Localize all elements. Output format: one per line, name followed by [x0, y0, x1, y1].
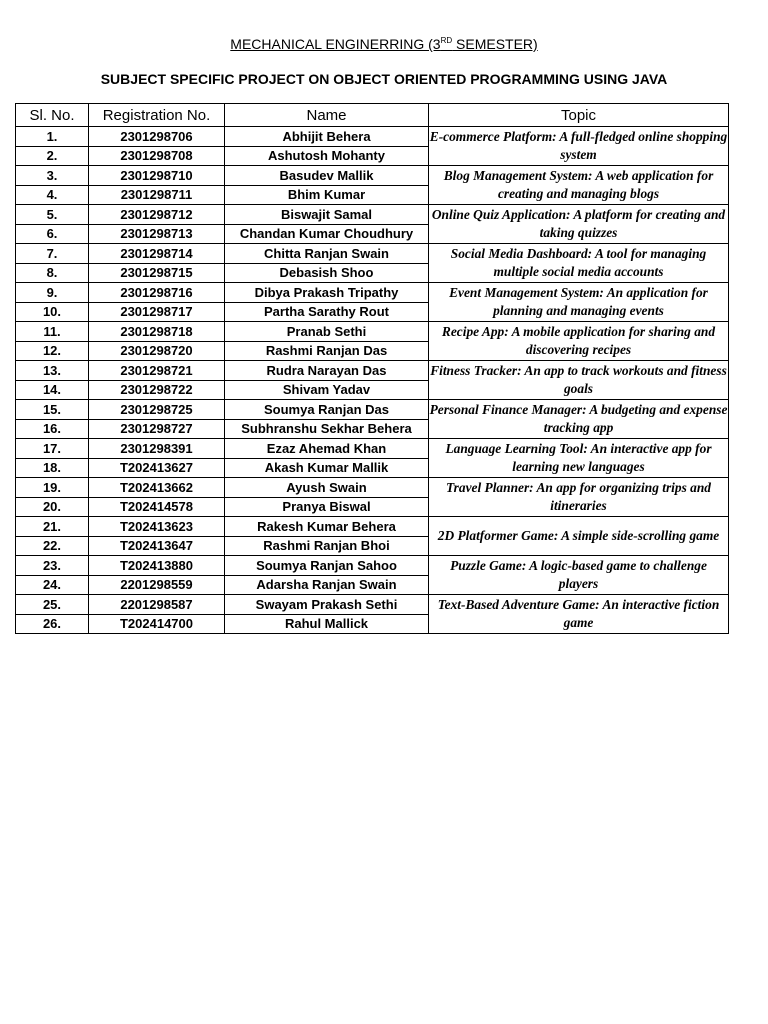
name-cell: Abhijit Behera: [225, 127, 429, 147]
registration-no-cell: T202413647: [89, 536, 225, 556]
registration-no-cell: 2301298391: [89, 439, 225, 459]
registration-no-cell: 2301298727: [89, 419, 225, 439]
registration-no-cell: T202413623: [89, 517, 225, 537]
sl-no-cell: 10.: [16, 302, 89, 322]
table-row: [16, 517, 729, 537]
table-row: [16, 595, 729, 615]
registration-no-cell: 2301298710: [89, 166, 225, 186]
name-cell: Soumya Ranjan Das: [225, 400, 429, 420]
registration-no-cell: 2301298711: [89, 185, 225, 205]
sl-no-cell: 1.: [16, 127, 89, 147]
name-cell: Rakesh Kumar Behera: [225, 517, 429, 537]
topic-cell: 2D Platformer Game: A simple side-scrolling game: [429, 517, 729, 556]
name-cell: Akash Kumar Mallik: [225, 458, 429, 478]
name-cell: Shivam Yadav: [225, 380, 429, 400]
sl-no-cell: 24.: [16, 575, 89, 595]
document-title: [0, 36, 768, 52]
registration-no-cell: T202414700: [89, 614, 225, 634]
topic-cell: Language Learning Tool: An interactive app for learning new languages: [429, 439, 729, 478]
registration-no-cell: 2301298714: [89, 244, 225, 264]
sl-no-cell: 14.: [16, 380, 89, 400]
registration-no-cell: 2301298706: [89, 127, 225, 147]
registration-no-cell: 2301298722: [89, 380, 225, 400]
name-cell: Chitta Ranjan Swain: [225, 244, 429, 264]
registration-no-cell: 2301298712: [89, 205, 225, 225]
table-row: [16, 127, 729, 147]
table-row: [16, 361, 729, 381]
sl-no-cell: 25.: [16, 595, 89, 615]
table-row: [16, 439, 729, 459]
title-superscript: RD: [440, 36, 453, 45]
registration-no-cell: 2301298718: [89, 322, 225, 342]
sl-no-cell: 19.: [16, 478, 89, 498]
registration-no-cell: 2301298716: [89, 283, 225, 303]
sl-no-cell: 4.: [16, 185, 89, 205]
column-header-sl-no: Sl. No.: [16, 104, 89, 127]
table-row: [16, 478, 729, 498]
sl-no-cell: 17.: [16, 439, 89, 459]
sl-no-cell: 12.: [16, 341, 89, 361]
topic-cell: E-commerce Platform: A full-fledged online shopping system: [429, 127, 729, 166]
sl-no-cell: 22.: [16, 536, 89, 556]
name-cell: Basudev Mallik: [225, 166, 429, 186]
registration-no-cell: 2301298715: [89, 263, 225, 283]
name-cell: Rashmi Ranjan Das: [225, 341, 429, 361]
registration-no-cell: T202413627: [89, 458, 225, 478]
name-cell: Debasish Shoo: [225, 263, 429, 283]
table-row: [16, 322, 729, 342]
registration-no-cell: 2301298713: [89, 224, 225, 244]
topic-cell: Travel Planner: An app for organizing trips and itineraries: [429, 478, 729, 517]
table-body: [16, 127, 729, 634]
name-cell: Chandan Kumar Choudhury: [225, 224, 429, 244]
column-header-name: Name: [225, 104, 429, 127]
registration-no-cell: T202413662: [89, 478, 225, 498]
column-header-registration-no: Registration No.: [89, 104, 225, 127]
sl-no-cell: 7.: [16, 244, 89, 264]
topic-cell: Event Management System: An application for planning and managing events: [429, 283, 729, 322]
name-cell: Rahul Mallick: [225, 614, 429, 634]
document-subtitle: SUBJECT SPECIFIC PROJECT ON OBJECT ORIENTED PROGRAMMING USING JAVA: [100, 71, 668, 87]
sl-no-cell: 2.: [16, 146, 89, 166]
sl-no-cell: 6.: [16, 224, 89, 244]
registration-no-cell: 2301298725: [89, 400, 225, 420]
sl-no-cell: 16.: [16, 419, 89, 439]
sl-no-cell: 20.: [16, 497, 89, 517]
name-cell: Ezaz Ahemad Khan: [225, 439, 429, 459]
registration-no-cell: 2201298587: [89, 595, 225, 615]
name-cell: Rashmi Ranjan Bhoi: [225, 536, 429, 556]
sl-no-cell: 9.: [16, 283, 89, 303]
name-cell: Ayush Swain: [225, 478, 429, 498]
name-cell: Pranya Biswal: [225, 497, 429, 517]
title-main: MECHANICAL ENGINERRING (3: [230, 36, 441, 52]
name-cell: Adarsha Ranjan Swain: [225, 575, 429, 595]
name-cell: Dibya Prakash Tripathy: [225, 283, 429, 303]
registration-no-cell: T202414578: [89, 497, 225, 517]
registration-no-cell: 2301298721: [89, 361, 225, 381]
topic-cell: Recipe App: A mobile application for sharing and discovering recipes: [429, 322, 729, 361]
registration-no-cell: 2301298708: [89, 146, 225, 166]
sl-no-cell: 23.: [16, 556, 89, 576]
table-row: [16, 205, 729, 225]
table-row: [16, 166, 729, 186]
sl-no-cell: 8.: [16, 263, 89, 283]
registration-no-cell: T202413880: [89, 556, 225, 576]
table-row: [16, 400, 729, 420]
title-suffix: SEMESTER): [452, 36, 538, 52]
topic-cell: Puzzle Game: A logic-based game to challenge players: [429, 556, 729, 595]
name-cell: Soumya Ranjan Sahoo: [225, 556, 429, 576]
topic-cell: Personal Finance Manager: A budgeting and expense tracking app: [429, 400, 729, 439]
name-cell: Bhim Kumar: [225, 185, 429, 205]
topic-cell: Fitness Tracker: An app to track workouts and fitness goals: [429, 361, 729, 400]
column-header-topic: Topic: [429, 104, 729, 127]
sl-no-cell: 5.: [16, 205, 89, 225]
sl-no-cell: 26.: [16, 614, 89, 634]
project-table: [15, 103, 729, 634]
name-cell: Biswajit Samal: [225, 205, 429, 225]
sl-no-cell: 3.: [16, 166, 89, 186]
table-row: [16, 244, 729, 264]
name-cell: Partha Sarathy Rout: [225, 302, 429, 322]
name-cell: Swayam Prakash Sethi: [225, 595, 429, 615]
topic-cell: Social Media Dashboard: A tool for managing multiple social media accounts: [429, 244, 729, 283]
topic-cell: Online Quiz Application: A platform for creating and taking quizzes: [429, 205, 729, 244]
registration-no-cell: 2301298717: [89, 302, 225, 322]
sl-no-cell: 11.: [16, 322, 89, 342]
sl-no-cell: 13.: [16, 361, 89, 381]
table-row: [16, 556, 729, 576]
registration-no-cell: 2301298720: [89, 341, 225, 361]
name-cell: Rudra Narayan Das: [225, 361, 429, 381]
name-cell: Pranab Sethi: [225, 322, 429, 342]
table-header-row: [16, 104, 729, 127]
name-cell: Subhranshu Sekhar Behera: [225, 419, 429, 439]
sl-no-cell: 15.: [16, 400, 89, 420]
name-cell: Ashutosh Mohanty: [225, 146, 429, 166]
topic-cell: Text-Based Adventure Game: An interactive fiction game: [429, 595, 729, 634]
sl-no-cell: 18.: [16, 458, 89, 478]
topic-cell: Blog Management System: A web application for creating and managing blogs: [429, 166, 729, 205]
table-row: [16, 283, 729, 303]
sl-no-cell: 21.: [16, 517, 89, 537]
registration-no-cell: 2201298559: [89, 575, 225, 595]
